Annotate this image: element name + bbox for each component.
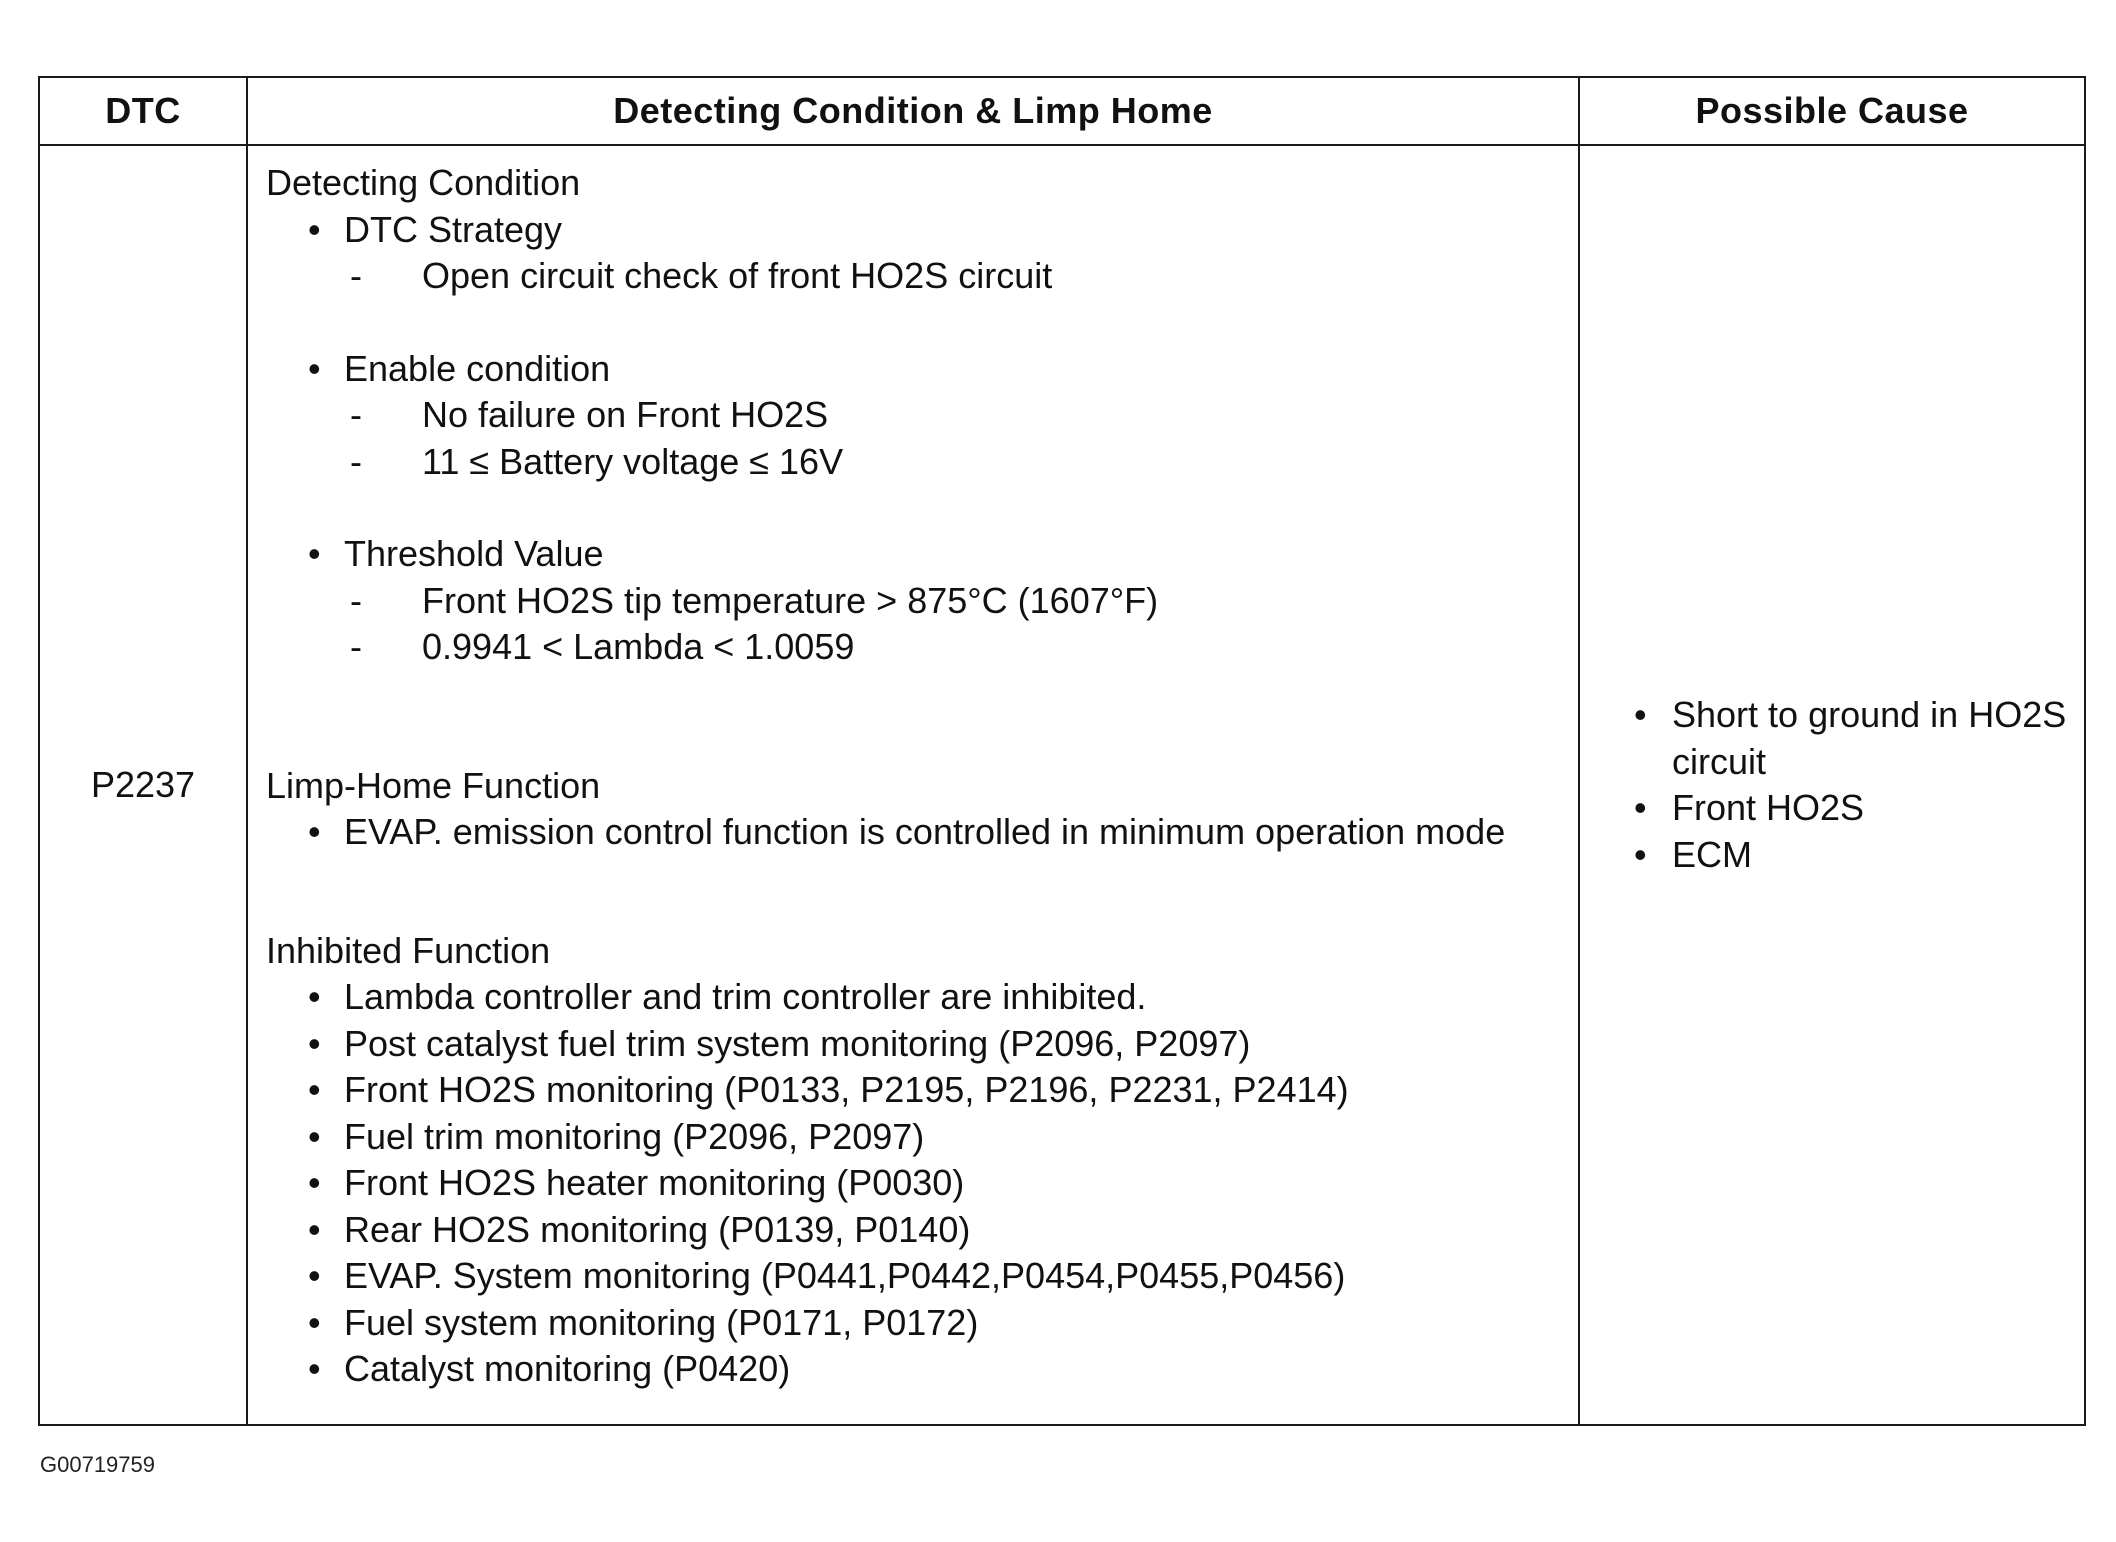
enable-condition-sublist — [344, 392, 1578, 485]
table-row — [39, 145, 2085, 1425]
detecting-condition-cell — [247, 145, 1579, 1425]
detecting-condition-title: Detecting Condition — [266, 162, 581, 203]
dtc-strategy-label: DTC Strategy — [344, 208, 563, 250]
enable-condition-detail: - 11 ≤ Battery voltage ≤ 16V — [350, 439, 1578, 486]
limp-home-list — [266, 809, 1578, 856]
possible-cause-item: • Front HO2S — [1634, 785, 2084, 832]
enable-condition-label: Enable condition — [344, 347, 611, 389]
dtc-table-sheet — [38, 76, 2084, 1426]
possible-cause-item: • ECM — [1634, 832, 2084, 879]
inhibited-item: • Front HO2S heater monitoring (P0030) — [308, 1160, 1578, 1207]
table-header-row — [39, 77, 2085, 145]
header-possible-cause: Possible Cause — [1579, 77, 2085, 145]
inhibited-item: • Lambda controller and trim controller are inhibited. — [308, 974, 1578, 1021]
inhibited-item: • Fuel system monitoring (P0171, P0172) — [308, 1300, 1578, 1347]
inhibited-item: • Front HO2S monitoring (P0133, P2195, P2196, P2231, P2414) — [308, 1067, 1578, 1114]
inhibited-item: • Rear HO2S monitoring (P0139, P0140) — [308, 1207, 1578, 1254]
header-detecting-condition: Detecting Condition & Limp Home — [247, 77, 1579, 145]
dtc-strategy-detail: - Open circuit check of front HO2S circuit — [350, 253, 1578, 300]
limp-home-title: Limp-Home Function — [266, 764, 601, 806]
inhibited-item: • Catalyst monitoring (P0420) — [308, 1346, 1578, 1393]
possible-cause-cell — [1579, 145, 2085, 1425]
inhibited-item: • Fuel trim monitoring (P2096, P2097) — [308, 1114, 1578, 1161]
threshold-value-detail: - 0.9941 < Lambda < 1.0059 — [350, 624, 1578, 671]
inhibited-function-title: Inhibited Function — [266, 929, 551, 971]
inhibited-item: • Post catalyst fuel trim system monitoring (P2096, P2097) — [308, 1021, 1578, 1068]
header-dtc: DTC — [39, 77, 247, 145]
threshold-value-item — [308, 531, 1578, 671]
threshold-value-detail: - Front HO2S tip temperature > 875°C (1607°F) — [350, 578, 1578, 625]
enable-condition-item — [308, 346, 1578, 532]
dtc-strategy-sublist — [344, 253, 1578, 300]
enable-condition-detail: - No failure on Front HO2S — [350, 392, 1578, 439]
dtc-code: P2237 — [90, 764, 196, 805]
possible-cause-item: • Short to ground in HO2S circuit — [1634, 692, 2084, 785]
detecting-condition-list — [266, 207, 1578, 671]
inhibited-item: • EVAP. System monitoring (P0441,P0442,P0454,P0455,P0456) — [308, 1253, 1578, 1300]
dtc-code-cell — [39, 145, 247, 1425]
possible-cause-list — [1634, 692, 2084, 878]
threshold-value-label: Threshold Value — [344, 533, 604, 574]
figure-id: G00719759 — [40, 1452, 155, 1477]
dtc-strategy-item — [308, 207, 1578, 346]
inhibited-function-list — [266, 974, 1578, 1393]
dtc-table — [38, 76, 2086, 1426]
limp-home-item: • EVAP. emission control function is controlled in minimum operation mode — [308, 809, 1578, 856]
threshold-value-sublist — [344, 578, 1578, 671]
